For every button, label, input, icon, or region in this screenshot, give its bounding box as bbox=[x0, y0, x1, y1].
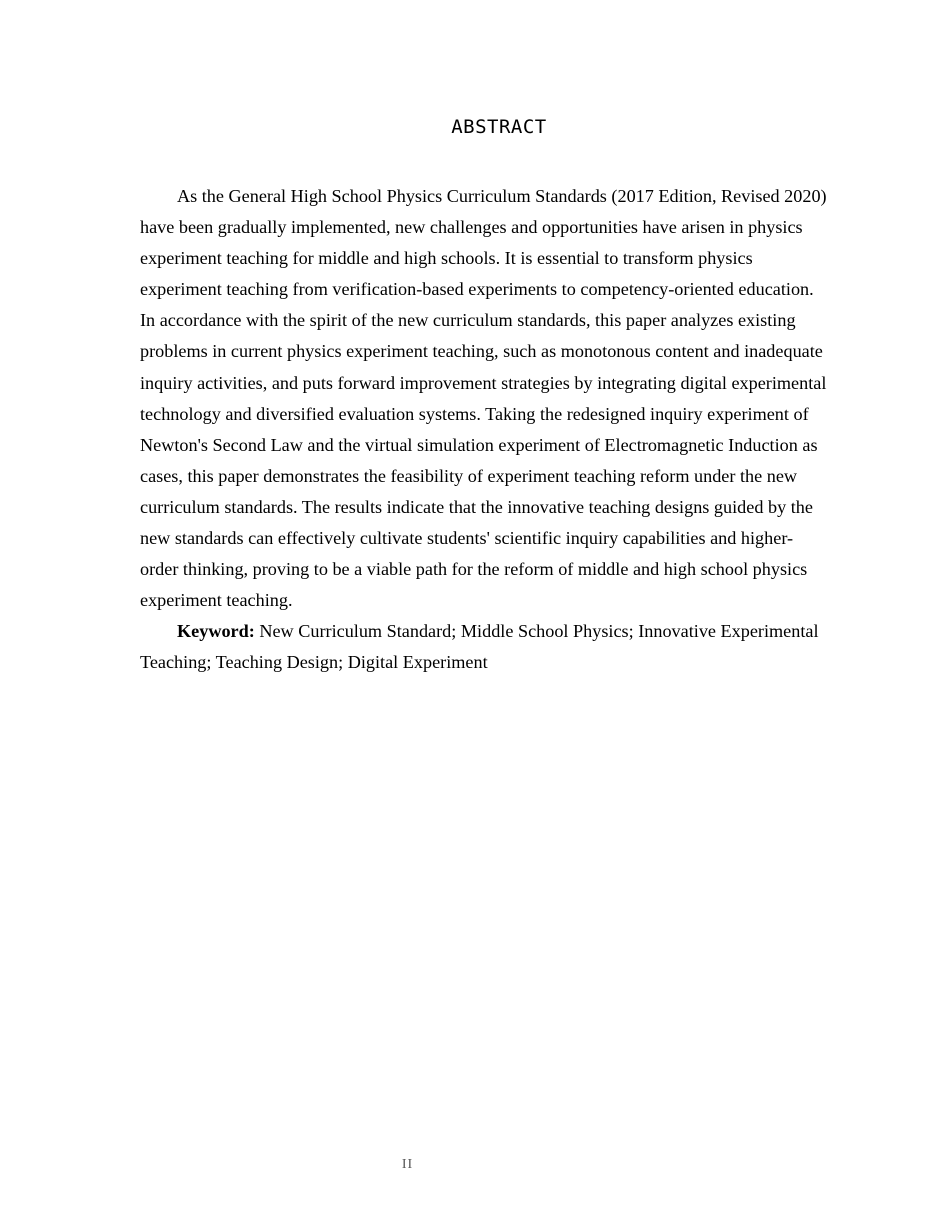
abstract-body bbox=[140, 181, 830, 679]
abstract-paragraph: As the General High School Physics Curriculum Standards (2017 Edition, Revised 2020) have been gradually implemented, new challenges and opportunities have arisen in physics experiment teaching for middle and high schools. It is essential to transform physics experiment teaching from verification-based experiments to competency-oriented education. In accordance with the spirit of the new curriculum standards, this paper analyzes existing problems in current physics experiment teaching, such as monotonous content and inadequate inquiry activities, and puts forward improvement strategies by integrating digital experimental technology and diversified evaluation systems. Taking the redesigned inquiry experiment of Newton's Second Law and the virtual simulation experiment of Electromagnetic Induction as cases, this paper demonstrates the feasibility of experiment teaching reform under the new curriculum standards. The results indicate that the innovative teaching designs guided by the new standards can effectively cultivate students' scientific inquiry capabilities and higher-order thinking, proving to be a viable path for the reform of middle and high school physics experiment teaching. bbox=[140, 186, 827, 611]
page-number: II bbox=[401, 1157, 414, 1172]
page-title: ABSTRACT bbox=[451, 116, 547, 138]
keyword-label: Keyword: bbox=[177, 621, 255, 642]
keywords-paragraph bbox=[140, 616, 830, 678]
keyword-list: New Curriculum Standard; Middle School Physics; Innovative Experimental Teaching; Teaching Design; Digital Experiment bbox=[140, 621, 819, 673]
